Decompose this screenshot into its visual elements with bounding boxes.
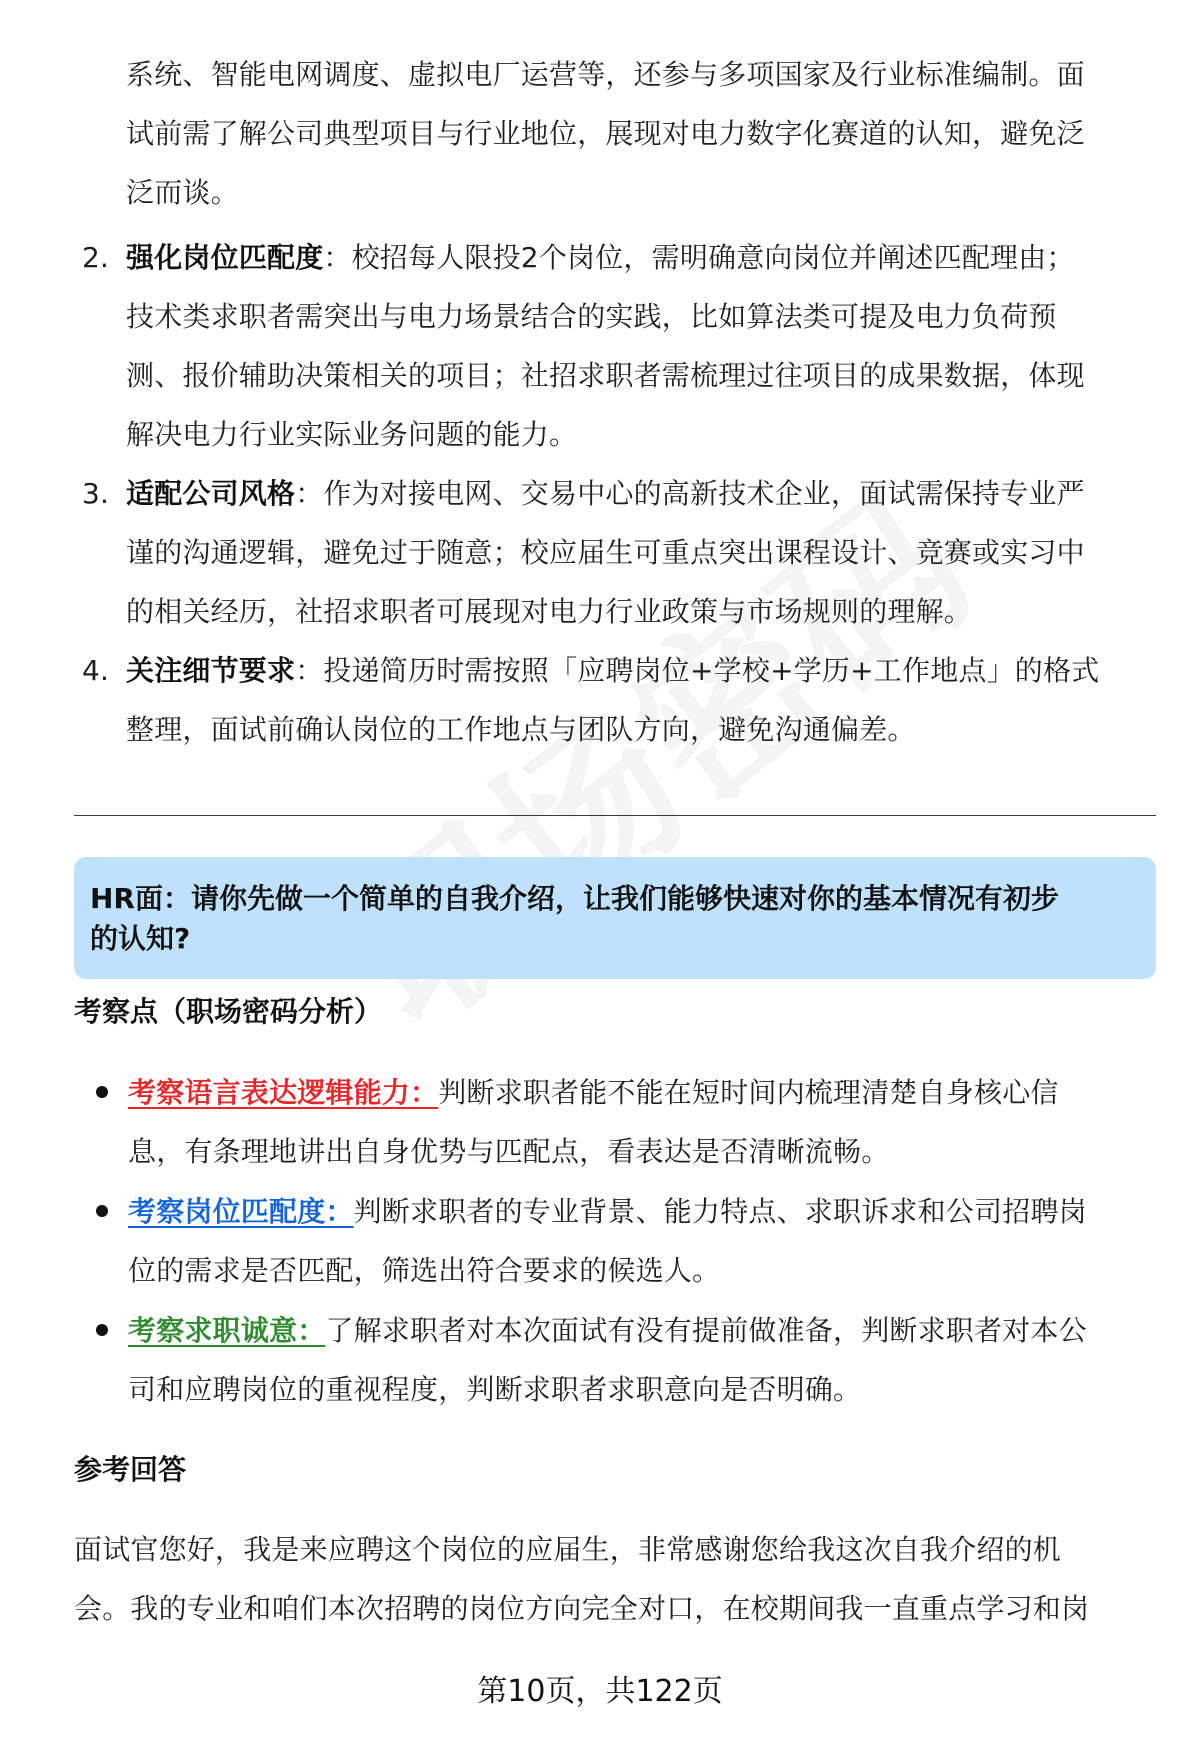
exam-heading: 考察点（职场密码分析） (74, 995, 383, 1028)
tip-number: 3. (82, 477, 110, 510)
text-segment: 作为对接电网、交易中心的高新技术企业，面试需保持专业严 (323, 477, 1085, 510)
top-paragraph (126, 45, 1156, 222)
separator: ： (295, 654, 324, 687)
exam-point (96, 1063, 1156, 1181)
tip-number: 4. (82, 654, 110, 687)
text-line (126, 641, 1156, 700)
text-line (128, 1182, 1156, 1241)
answer-heading: 参考回答 (74, 1453, 187, 1486)
tip-item (82, 228, 1156, 464)
exam-point (96, 1301, 1156, 1419)
bullet-icon (96, 1205, 108, 1217)
page-footer: 第10页，共122页 (477, 1674, 723, 1709)
question-line: 的认知? (90, 922, 191, 955)
text-line: 泛而谈。 (126, 176, 239, 209)
separator: ： (295, 477, 324, 510)
text-line: 解决电力行业实际业务问题的能力。 (126, 418, 578, 451)
tip-item (82, 641, 1156, 759)
text-line: 会。我的专业和咱们本次招聘的岗位方向完全对口，在校期间我一直重点学习和岗 (74, 1592, 1090, 1625)
text-line (126, 464, 1156, 523)
text-line (128, 1063, 1156, 1122)
bullet-icon (96, 1086, 108, 1098)
text-line: 试前需了解公司典型项目与行业地位，展现对电力数字化赛道的认知，避免泛 (126, 117, 1085, 150)
bullet-icon (96, 1324, 108, 1336)
text-segment: 判断求职者能不能在短时间内梳理清楚自身核心信 (438, 1076, 1059, 1109)
text-line (126, 228, 1156, 287)
text-line (128, 1301, 1156, 1360)
text-line: 位的需求是否匹配，筛选出符合要求的候选人。 (128, 1254, 721, 1287)
exam-point-label: 考察语言表达逻辑能力： (128, 1076, 439, 1109)
question-box (74, 857, 1156, 979)
tip-item (82, 464, 1156, 641)
exam-point-label: 考察求职诚意： (128, 1314, 326, 1347)
text-segment: 了解求职者对本次面试有没有提前做准备，判断求职者对本公 (325, 1314, 1087, 1347)
text-line: 测、报价辅助决策相关的项目；社招求职者需梳理过往项目的成果数据，体现 (126, 359, 1085, 392)
text-line: 技术类求职者需突出与电力场景结合的实践，比如算法类可提及电力负荷预 (126, 300, 1057, 333)
exam-point-label: 考察岗位匹配度： (128, 1195, 354, 1228)
section-divider (74, 815, 1156, 816)
tip-title: 关注细节要求 (126, 654, 296, 687)
text-line: 系统、智能电网调度、虚拟电厂运营等，还参与多项国家及行业标准编制。面 (126, 58, 1085, 91)
tip-title: 适配公司风格 (126, 477, 296, 510)
question-line: HR面：请你先做一个简单的自我介绍，让我们能够快速对你的基本情况有初步 (90, 882, 1059, 915)
text-line: 司和应聘岗位的重视程度，判断求职者求职意向是否明确。 (128, 1373, 862, 1406)
text-line: 整理，面试前确认岗位的工作地点与团队方向，避免沟通偏差。 (126, 713, 916, 746)
text-segment: 投递简历时需按照「应聘岗位+学校+学历+工作地点」的格式 (323, 654, 1100, 687)
text-line: 谨的沟通逻辑，避免过于随意；校应届生可重点突出课程设计、竞赛或实习中 (126, 536, 1085, 569)
exam-point (96, 1182, 1156, 1300)
text-segment: 校招每人限投2个岗位，需明确意向岗位并阐述匹配理由； (351, 241, 1075, 274)
text-segment: 判断求职者的专业背景、能力特点、求职诉求和公司招聘岗 (353, 1195, 1087, 1228)
text-line: 息，有条理地讲出自身优势与匹配点，看表达是否清晰流畅。 (128, 1135, 890, 1168)
answer-paragraph (74, 1520, 1156, 1638)
separator: ： (323, 241, 352, 274)
text-line: 的相关经历，社招求职者可展现对电力行业政策与市场规则的理解。 (126, 595, 973, 628)
tip-title: 强化岗位匹配度 (126, 241, 324, 274)
tip-number: 2. (82, 241, 110, 274)
text-line: 面试官您好，我是来应聘这个岗位的应届生，非常感谢您给我这次自我介绍的机 (74, 1533, 1062, 1566)
